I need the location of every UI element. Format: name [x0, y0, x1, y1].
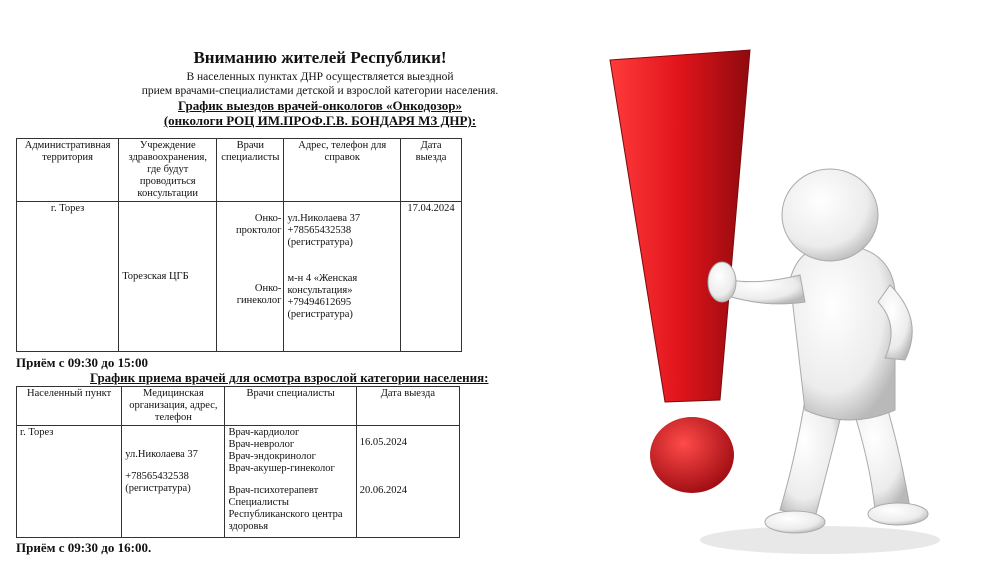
col-header: Медицинская организация, адрес, телефон	[122, 387, 225, 426]
org-address: ул.Николаева 37	[125, 449, 198, 460]
col-header: Дата выезда	[401, 139, 462, 202]
doctors-cell	[225, 426, 356, 538]
locality-cell: г. Торез	[17, 426, 122, 538]
schedule1-heading-1: График выездов врачей-онкологов «Онкодозор»	[178, 98, 462, 113]
dates-cell	[356, 426, 459, 538]
oncology-schedule-table	[16, 138, 462, 352]
org-cell	[122, 426, 225, 538]
doctor-item: Врач-психотерапевт	[228, 485, 319, 496]
table-header-row	[17, 139, 462, 202]
col-header: Врачи специалисты	[217, 139, 284, 202]
col-header: Адрес, телефон для справок	[284, 139, 401, 202]
doctors-cell	[217, 202, 284, 352]
address-cell	[284, 202, 401, 352]
address-1: ул.Николаева 37 +78565432538 (регистратура)	[287, 213, 361, 248]
exclamation-bar-icon	[610, 50, 750, 402]
page-title: Вниманию жителей Республики!	[193, 48, 447, 67]
date-2: 20.06.2024	[359, 485, 407, 496]
table-row	[17, 202, 462, 352]
exclamation-dot-icon	[650, 417, 734, 493]
date-cell: 17.04.2024	[401, 202, 462, 352]
exclamation-figure-illustration	[600, 40, 1000, 562]
org-phone: +78565432538 (регистратура)	[125, 471, 191, 494]
doctor-onco-proctologist: Онко-проктолог	[235, 213, 282, 236]
col-header: Административная территория	[17, 139, 119, 202]
table-row	[17, 426, 460, 538]
doctor-onco-gynecologist: Онко-гинеколог	[236, 283, 282, 306]
col-header: Учреждение здравоохранения, где будут проводиться консультации	[119, 139, 217, 202]
doctor-item: Врач-невролог	[228, 439, 295, 450]
intro-line-2: прием врачами-специалистами детской и взрослой категории населения.	[141, 85, 499, 97]
reception-hours-2: Приём с 09:30 до 16:00.	[16, 540, 152, 555]
doctor-item: Специалисты Республиканского центра здоровья	[228, 497, 343, 532]
address-2: м-н 4 «Женская консультация» +79494612695 (регистратура)	[287, 273, 358, 320]
reception-hours-1: Приём с 09:30 до 15:00	[16, 355, 148, 370]
territory-cell: г. Торез	[17, 202, 119, 352]
schedule1-heading-2: (онкологи РОЦ ИМ.ПРОФ.Г.В. БОНДАРЯ МЗ ДНР):	[163, 113, 477, 128]
col-header: Врачи специалисты	[225, 387, 356, 426]
intro-line-1: В населенных пунктах ДНР осуществляется выездной	[186, 71, 454, 83]
col-header: Населенный пункт	[17, 387, 122, 426]
institution-cell: Торезская ЦГБ	[119, 202, 217, 352]
schedule2-heading: График приема врачей для осмотра взрослой категории населения:	[90, 370, 489, 385]
doctor-item: Врач-кардиолог	[228, 427, 300, 438]
adult-schedule-table	[16, 386, 460, 538]
doctor-item: Врач-эндокринолог	[228, 451, 316, 462]
col-header: Дата выезда	[356, 387, 459, 426]
table-header-row	[17, 387, 460, 426]
date-1: 16.05.2024	[359, 437, 407, 448]
figure-head-icon	[782, 169, 878, 261]
doctor-item: Врач-акушер-гинеколог	[228, 463, 335, 474]
